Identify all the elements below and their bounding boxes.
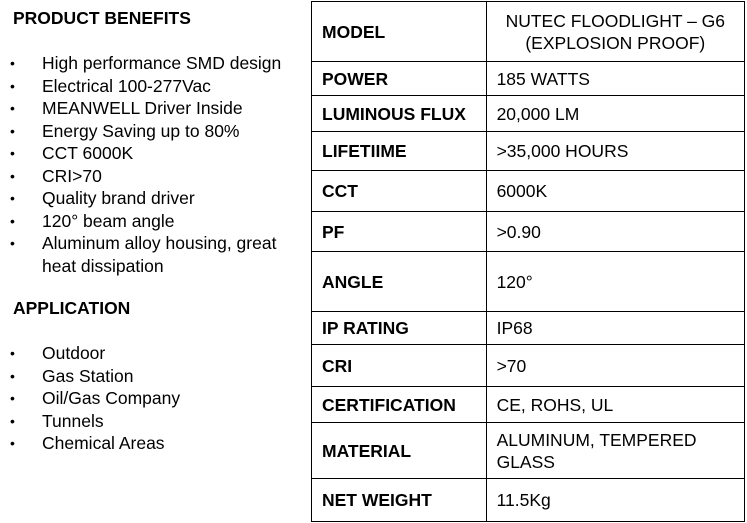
spec-label: MODEL — [312, 2, 487, 62]
spec-value: NUTEC FLOODLIGHT – G6 (EXPLOSION PROOF) — [486, 2, 744, 62]
spec-table — [311, 1, 745, 522]
spec-value: 6000K — [486, 171, 744, 212]
benefits-heading: PRODUCT BENEFITS — [13, 8, 191, 28]
table-row — [312, 345, 745, 387]
spec-label: CCT — [312, 171, 487, 212]
table-row — [312, 171, 745, 212]
application-heading: APPLICATION — [13, 298, 131, 318]
bullet-icon: • — [10, 190, 15, 206]
spec-value: 11.5Kg — [486, 479, 744, 522]
spec-label: CERTIFICATION — [312, 387, 487, 423]
table-row — [312, 387, 745, 423]
bullet-icon: • — [10, 77, 15, 94]
list-item: • Electrical 100-277Vac — [10, 75, 211, 96]
spec-label: NET WEIGHT — [312, 479, 487, 522]
spec-label: ANGLE — [312, 252, 487, 312]
bullet-icon: • — [10, 122, 15, 139]
bullet-icon: • — [10, 100, 15, 116]
bullet-icon: • — [10, 235, 15, 251]
spec-label: MATERIAL — [312, 423, 487, 479]
table-row — [312, 312, 745, 345]
list-item: • High performance SMD design — [10, 53, 282, 73]
spec-label: CRI — [312, 345, 487, 387]
table-row — [312, 252, 745, 312]
spec-value: 120° — [486, 252, 744, 312]
table-row — [312, 62, 745, 96]
table-row — [312, 132, 745, 171]
table-row — [312, 423, 745, 479]
list-item: • Oil/Gas Company — [10, 388, 181, 408]
bullet-icon: • — [10, 390, 15, 406]
list-item: • MEANWELL Driver Inside — [10, 98, 243, 118]
spec-label: POWER — [312, 62, 487, 96]
spec-value: >35,000 HOURS — [486, 132, 744, 171]
spec-label: LUMINOUS FLUX — [312, 96, 487, 132]
spec-label: PF — [312, 212, 487, 252]
list-item: • Aluminum alloy housing, great heat dissipation — [10, 233, 277, 276]
spec-value: IP68 — [486, 312, 744, 345]
bullet-icon: • — [10, 345, 15, 361]
bullet-icon: • — [10, 55, 15, 71]
spec-value: ALUMINUM, TEMPERED GLASS — [486, 423, 744, 479]
product-info-panel — [0, 0, 312, 523]
table-row — [312, 96, 745, 132]
spec-value: CE, ROHS, UL — [486, 387, 744, 423]
table-row — [312, 212, 745, 252]
list-item: • Energy Saving up to 80% — [10, 120, 240, 141]
bullet-icon: • — [10, 167, 15, 184]
list-item: • Chemical Areas — [10, 433, 165, 453]
list-item: • CCT 6000K — [10, 143, 134, 163]
bullet-icon: • — [10, 412, 15, 429]
bullet-icon: • — [10, 367, 15, 384]
spec-value: >70 — [486, 345, 744, 387]
list-item: • Gas Station — [10, 365, 134, 386]
benefits-list — [0, 52, 302, 277]
table-row — [312, 479, 745, 522]
list-item: • CRI>70 — [10, 165, 102, 186]
list-item: • 120° beam angle — [10, 210, 175, 231]
spec-label: LIFETIIME — [312, 132, 487, 171]
bullet-icon: • — [10, 435, 15, 451]
spec-value: >0.90 — [486, 212, 744, 252]
list-item: • Quality brand driver — [10, 188, 195, 208]
spec-value: 20,000 LM — [486, 96, 744, 132]
spec-label: IP RATING — [312, 312, 487, 345]
bullet-icon: • — [10, 145, 15, 161]
bullet-icon: • — [10, 212, 15, 229]
list-item: • Outdoor — [10, 343, 106, 363]
spec-value: 185 WATTS — [486, 62, 744, 96]
list-item: • Tunnels — [10, 410, 104, 431]
application-list — [0, 342, 302, 455]
table-row — [312, 2, 745, 62]
